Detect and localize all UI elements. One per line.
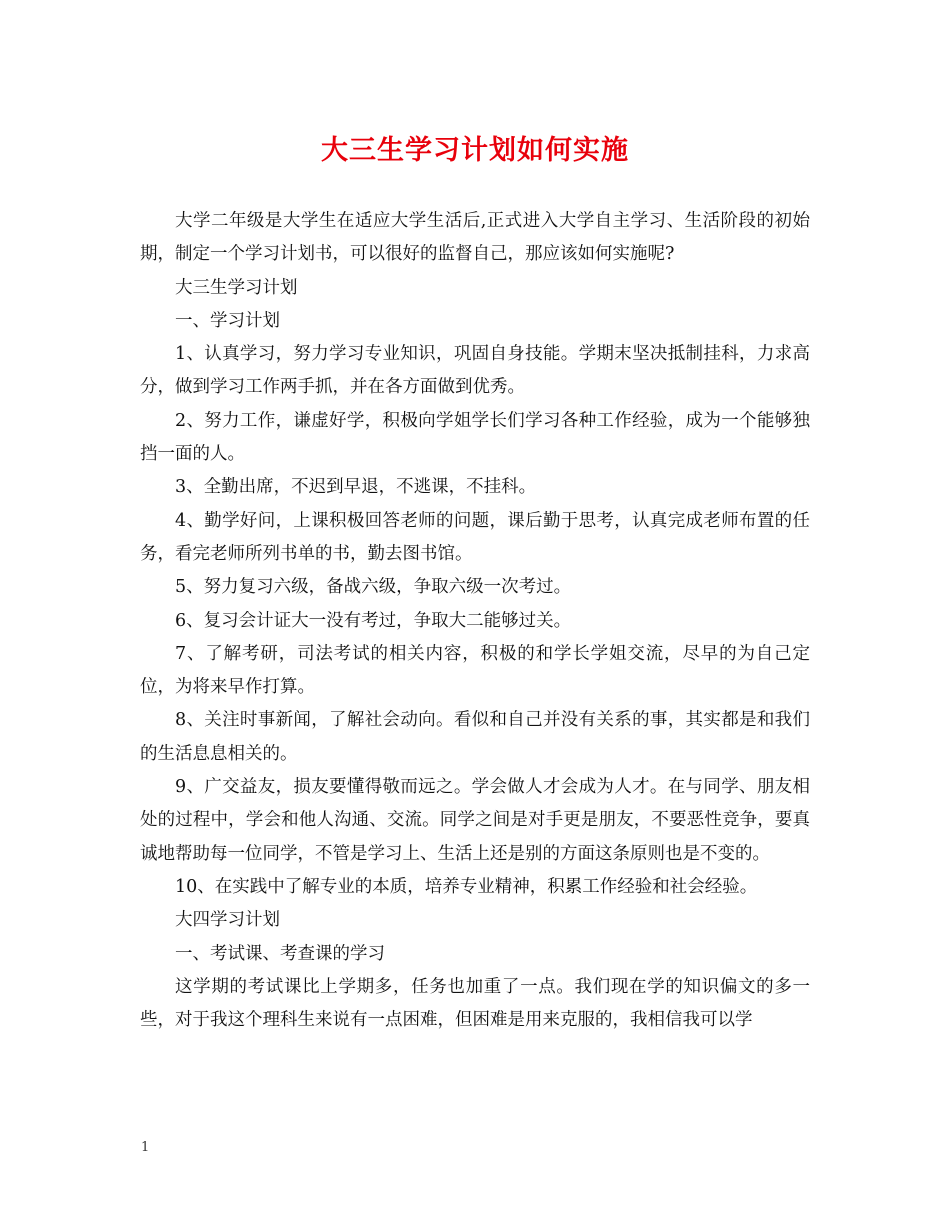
heading-junior-plan: 大三生学习计划 [175, 277, 298, 298]
paragraph-intro: 大学二年级是大学生在适应大学生活后,正式进入大学自主学习、生活阶段的初始期，制定一个学习计划书，可以很好的监督自己，那应该如何实施呢? [140, 211, 810, 265]
page-number: 1 [141, 1140, 150, 1155]
list-item-2: 2、努力工作，谦虚好学，积极向学姐学长们学习各种工作经验，成为一个能够独挡一面的人。 [140, 410, 810, 465]
list-item-6: 6、复习会计证大一没有考过，争取大二能够过关。 [175, 610, 572, 631]
list-item-1: 1、认真学习，努力学习专业知识，巩固自身技能。学期末坚决抵制挂科，力求高分，做到学习工作两手抓，并在各方面做到优秀。 [140, 344, 810, 398]
heading-exam-courses: 一、考试课、考查课的学习 [175, 943, 385, 964]
list-item-7: 7、了解考研，司法考试的相关内容，积极的和学长学姐交流，尽早的为自己定位，为将来早作打算。 [140, 643, 810, 698]
heading-study-plan: 一、学习计划 [175, 310, 280, 331]
list-item-10: 10、在实践中了解专业的本质，培养专业精神，积累工作经验和社会经验。 [175, 876, 758, 897]
document-body [140, 205, 810, 1037]
list-item-4: 4、勤学好问，上课积极回答老师的问题，课后勤于思考，认真完成老师布置的任务，看完老师所列书单的书，勤去图书馆。 [140, 510, 810, 564]
list-item-9: 9、广交益友，损友要懂得敬而远之。学会做人才会成为人才。在与同学、朋友相处的过程中，学会和他人沟通、交流。同学之间是对手更是朋友，不要恶性竞争，要真诚地帮助每一位同学，不管是学习上、生活上还是别的方面这条原则也是不变的。 [140, 777, 810, 864]
document-title: 大三生学习计划如何实施 [321, 135, 629, 166]
list-item-3: 3、全勤出席，不迟到早退，不逃课，不挂科。 [175, 477, 537, 498]
list-item-8: 8、关注时事新闻，了解社会动向。看似和自己并没有关系的事，其实都是和我们的生活息息相关的。 [140, 710, 810, 764]
list-item-5: 5、努力复习六级，备战六级，争取六级一次考过。 [175, 577, 572, 598]
paragraph-exam-courses: 这学期的考试课比上学期多，任务也加重了一点。我们现在学的知识偏文的多一些，对于我这个理科生来说有一点困难，但困难是用来克服的，我相信我可以学 [140, 976, 810, 1031]
heading-senior-plan: 大四学习计划 [175, 910, 280, 931]
